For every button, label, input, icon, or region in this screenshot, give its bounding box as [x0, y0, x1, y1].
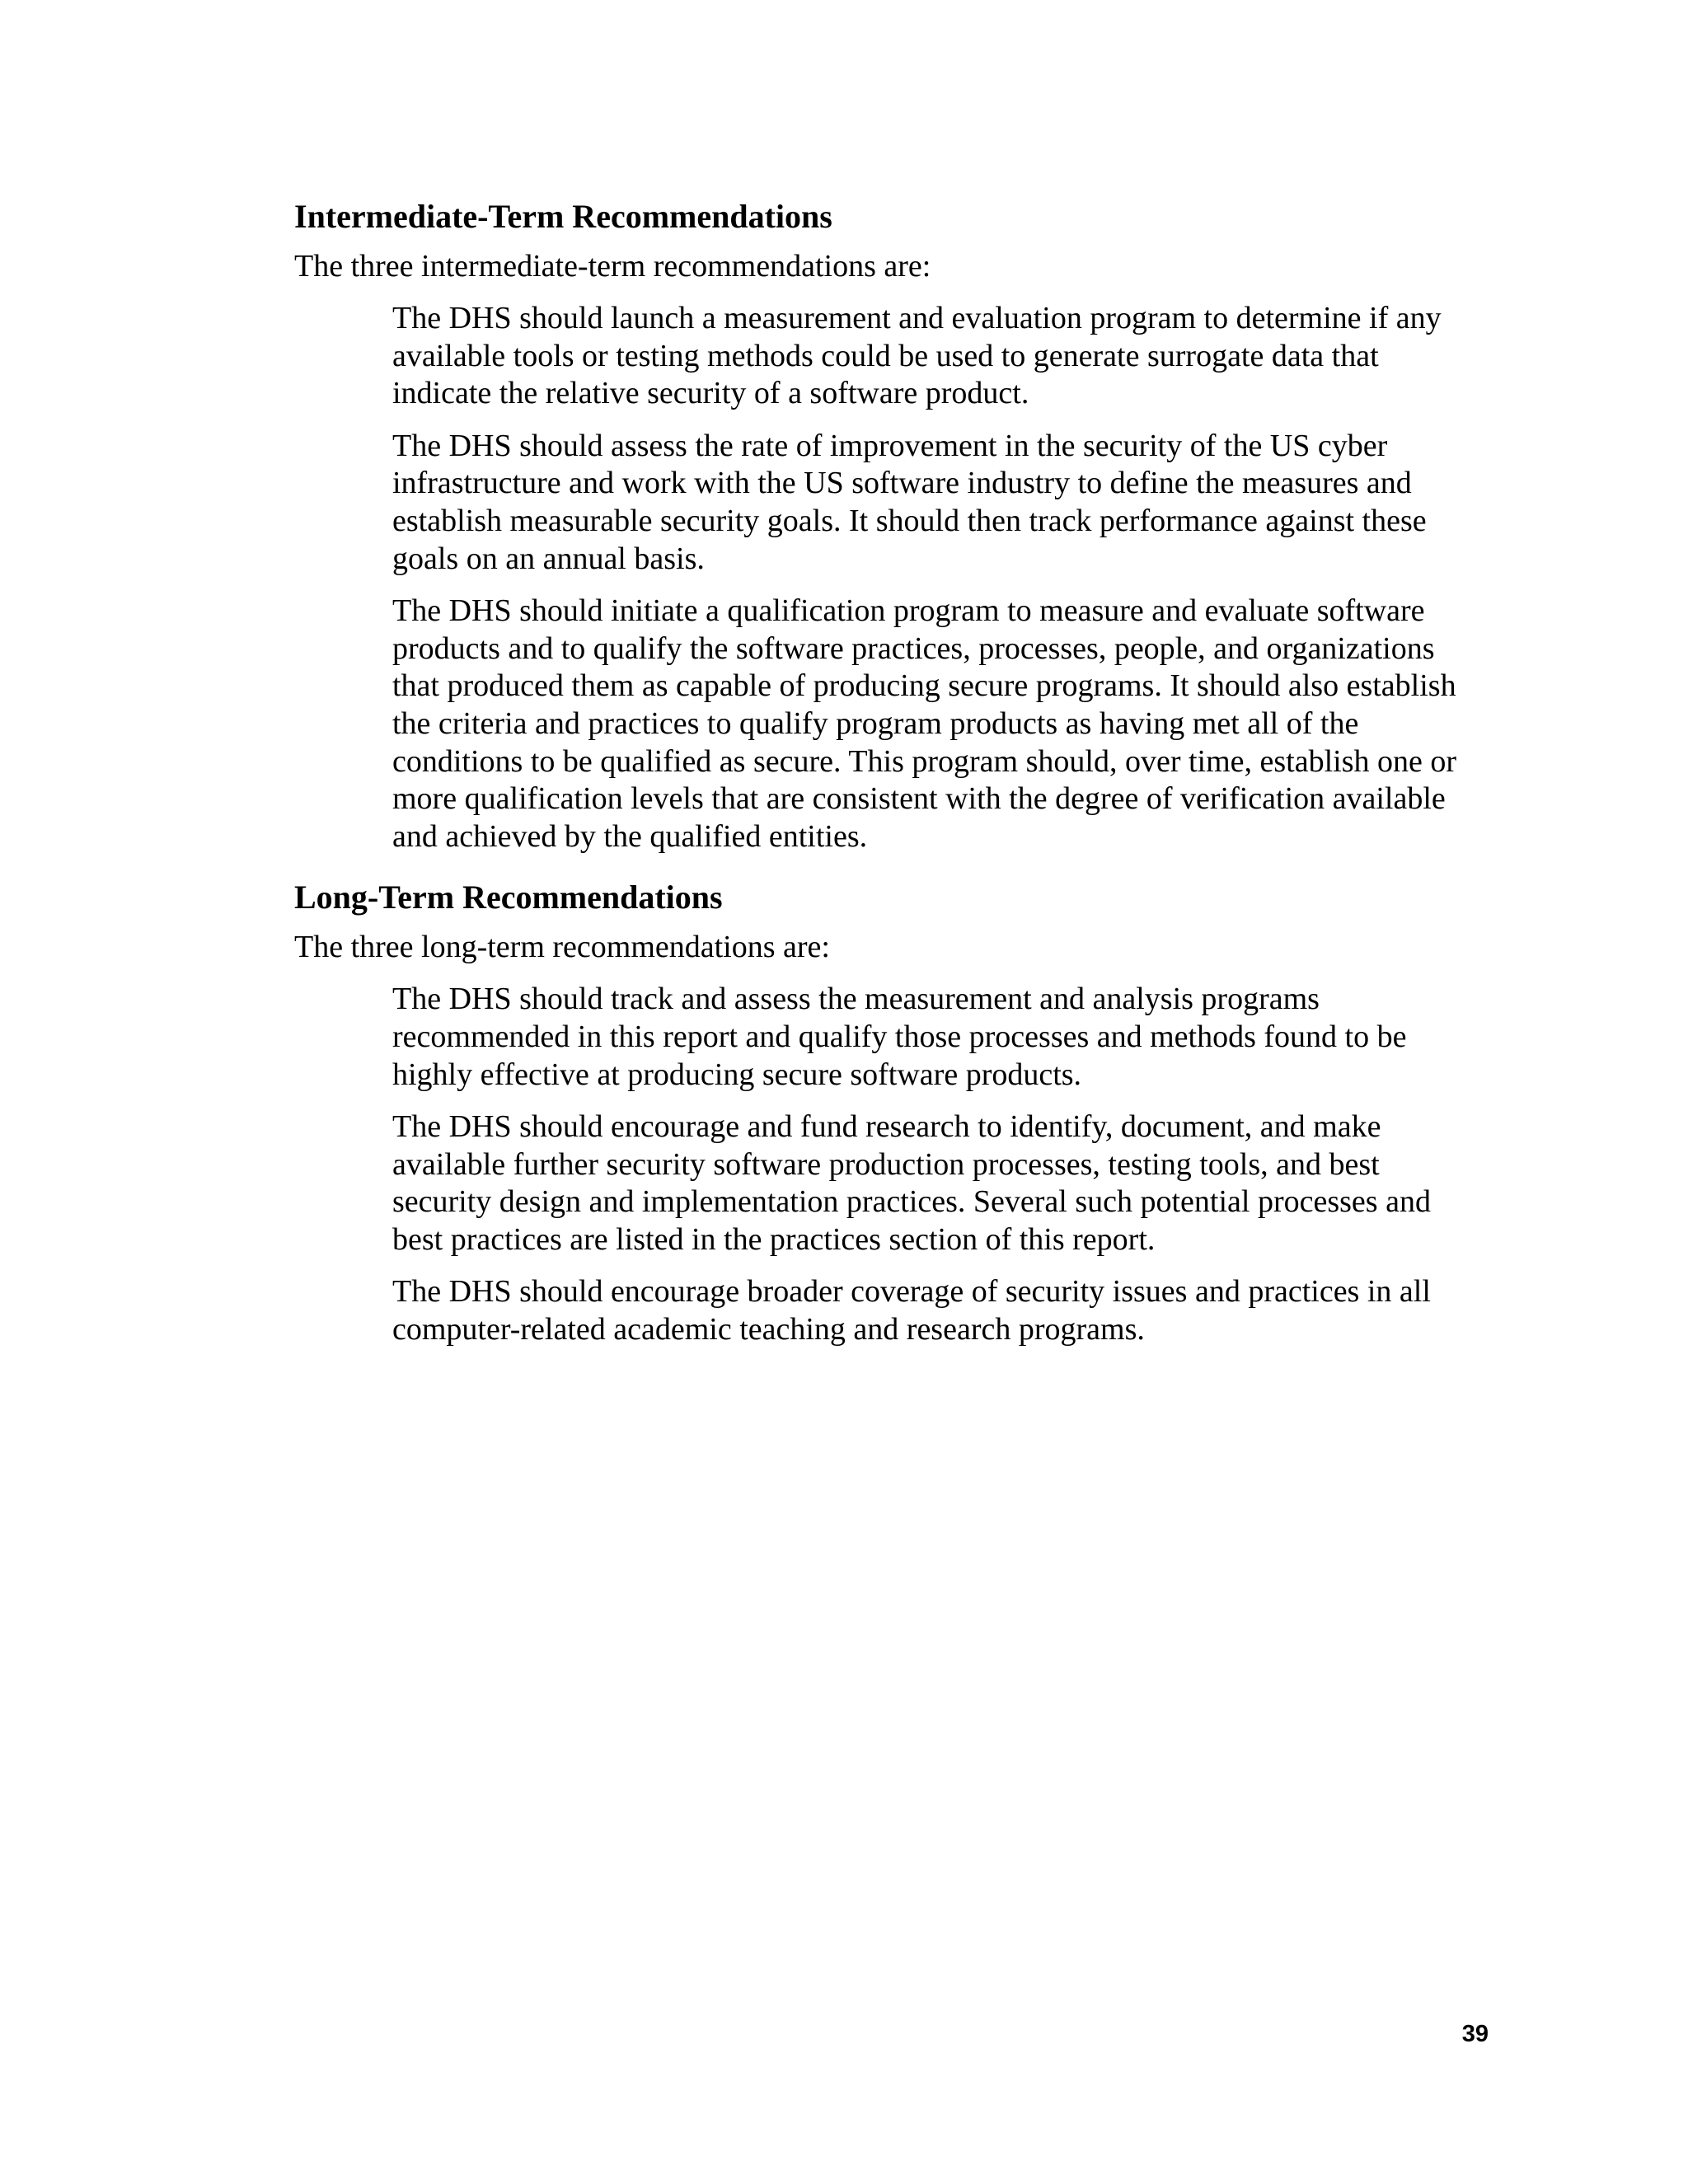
page-number: 39 — [1461, 2021, 1489, 2047]
section-spacer — [294, 870, 1473, 877]
recommendation-item: The DHS should track and assess the measurement and analysis programs recommended in this report and qualify those processes and methods found to be highly effective at producing secure software products. — [392, 982, 1407, 1092]
recommendation-list-intermediate — [294, 300, 1473, 855]
recommendation-item: The DHS should assess the rate of improvement in the security of the US cyber infrastructure and work with the US software industry to define the measures and establish measurable security goals. It should then track performance against these goals on an annual basis. — [392, 428, 1427, 576]
section-heading-intermediate: Intermediate-Term Recommendations — [294, 198, 832, 235]
section-intro-long-term: The three long-term recommendations are: — [294, 930, 830, 965]
page-content — [294, 196, 1473, 1364]
recommendation-item: The DHS should launch a measurement and evaluation program to determine if any available tools or testing methods could be used to generate surrogate data that indicate the relative security of a software product. — [392, 301, 1442, 411]
recommendation-list-long-term — [294, 981, 1473, 1348]
section-heading-long-term: Long-Term Recommendations — [294, 879, 723, 916]
section-intro-intermediate: The three intermediate-term recommendations are: — [294, 249, 931, 284]
recommendation-item: The DHS should initiate a qualification program to measure and evaluate software products and to qualify the software practices, processes, people, and organizations that produced them as capable of producing secure programs. It should also establish the criteria and practices to qualify program products as having met all of the conditions to be qualified as secure. This program should, over time, establish one or more qualification levels that are consistent with the degree of verification available and achieved by the qualified entities. — [392, 593, 1457, 854]
recommendation-item: The DHS should encourage and fund research to identify, document, and make available further security software production processes, testing tools, and best security design and implementation practices. Several such potential processes and best practices are listed in the practices section of this report. — [392, 1109, 1431, 1257]
recommendation-item: The DHS should encourage broader coverage of security issues and practices in all computer-related academic teaching and research programs. — [392, 1274, 1431, 1347]
